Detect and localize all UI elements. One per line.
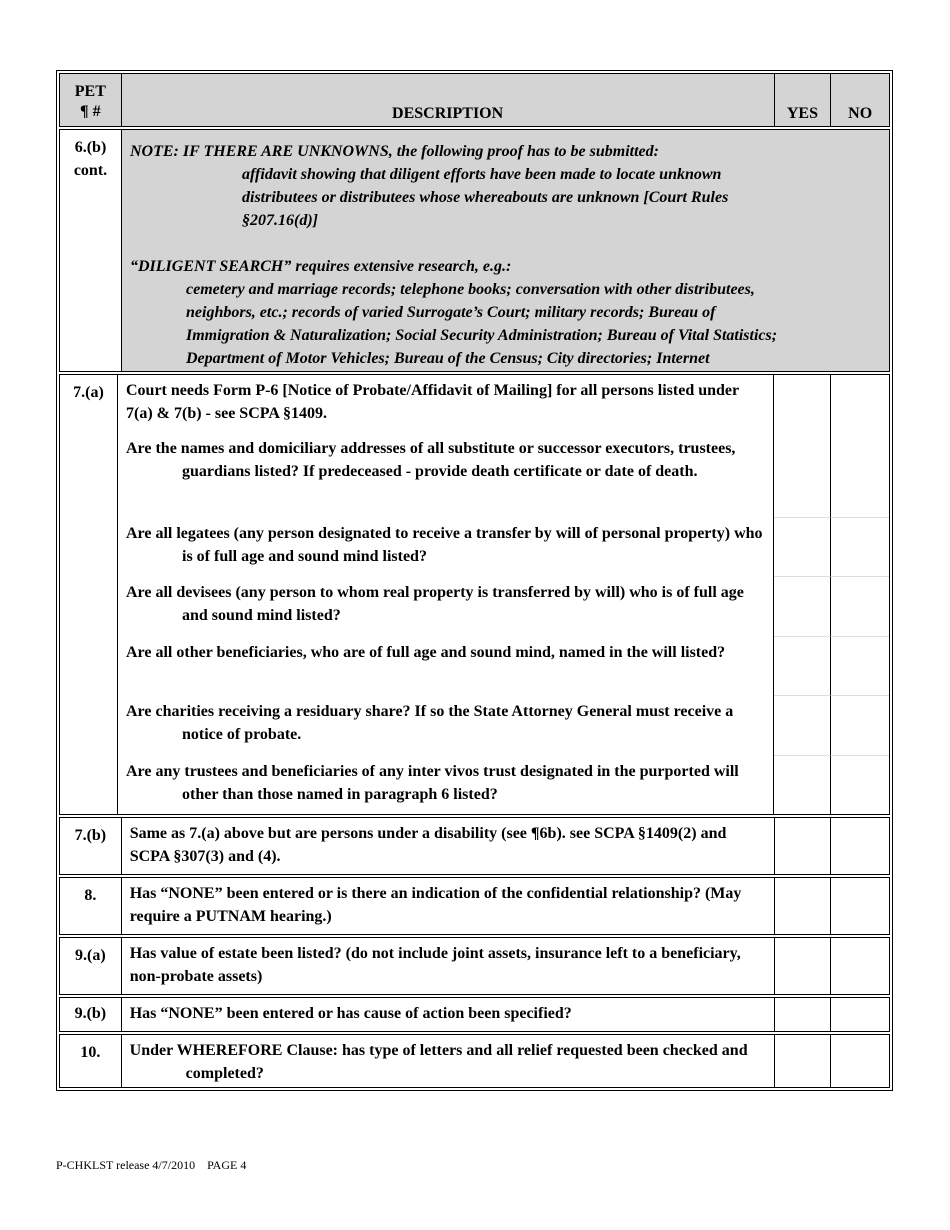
yes-checkbox[interactable]: [775, 998, 832, 1031]
yes-checkbox[interactable]: [774, 375, 831, 518]
question-text: Under WHEREFORE Clause: has type of letters and all relief requested been checked and completed?: [129, 1042, 748, 1082]
question-text: Are charities receiving a residuary share? If so the State Attorney General must receive a notice of probate.: [126, 703, 734, 743]
diligent-line: cemetery and marriage records; telephone books; conversation with other distributees,: [186, 281, 755, 298]
yes-checkbox[interactable]: [774, 518, 831, 577]
question-text: Are the names and domiciliary addresses of all substitute or successor executors, trustees, guardians listed? If predeceased - provide death certificate or date of death.: [126, 440, 736, 480]
question-text: Are any trustees and beneficiaries of any inter vivos trust designated in the purported will other than those named in paragraph 6 listed?: [126, 763, 739, 803]
question-cell: [118, 696, 774, 756]
question-text: Are all other beneficiaries, who are of full age and sound mind, named in the will listed?: [126, 644, 726, 661]
no-checkbox[interactable]: [831, 818, 889, 874]
question-cell: Has value of estate been listed? (do not include joint assets, insurance left to a beneficiary, non-probate assets): [122, 938, 775, 994]
pet-cell: 8.: [60, 878, 122, 934]
diligent-line: Immigration & Naturalization; Social Security Administration; Bureau of Vital Statistics;: [186, 327, 778, 344]
pet-line2: cont.: [73, 162, 108, 179]
yes-checkbox[interactable]: [775, 1035, 832, 1087]
row-8: [59, 877, 890, 935]
diligent-line: neighbors, etc.; records of varied Surrogate’s Court; military records; Bureau of: [186, 304, 716, 321]
no-checkbox[interactable]: [831, 696, 889, 756]
question-cell: Has “NONE” been entered or is there an indication of the confidential relationship? (May require a PUTNAM hearing.): [122, 878, 775, 934]
diligent-line: Department of Motor Vehicles; Bureau of the Census; City directories; Internet: [186, 350, 710, 367]
description-header: DESCRIPTION: [122, 74, 775, 126]
question-cell: [118, 756, 774, 814]
page-footer: P-CHKLST release 4/7/2010 PAGE 4: [56, 1158, 247, 1172]
note-line: affidavit showing that diligent efforts have been made to locate unknown: [242, 166, 722, 183]
diligent-line: “DILIGENT SEARCH” requires extensive research, e.g.:: [130, 258, 512, 275]
no-checkbox[interactable]: [831, 756, 889, 814]
no-checkbox[interactable]: [831, 518, 889, 577]
pet-cell: 7.(b): [60, 818, 122, 874]
no-checkbox[interactable]: [831, 938, 889, 994]
note-line: NOTE: IF THERE ARE UNKNOWNS, the following proof has to be submitted:: [130, 143, 659, 160]
question-cell: [118, 577, 774, 637]
question-text: Are all legatees (any person designated to receive a transfer by will of personal property) who is of full age and sound mind listed?: [126, 525, 763, 565]
row-6b: [59, 129, 890, 372]
pet-cell: [60, 130, 122, 371]
question-cell: [122, 1035, 775, 1087]
checklist-table: [56, 70, 893, 1091]
question-cell: [118, 375, 774, 518]
no-checkbox[interactable]: [831, 998, 889, 1031]
yes-checkbox[interactable]: [774, 577, 831, 637]
no-checkbox[interactable]: [831, 878, 889, 934]
no-checkbox[interactable]: [831, 375, 889, 518]
yes-checkbox[interactable]: [775, 938, 832, 994]
yes-checkbox[interactable]: [774, 637, 831, 696]
description-cell: [122, 130, 889, 371]
no-checkbox[interactable]: [831, 637, 889, 696]
pet-cell: 9.(a): [60, 938, 122, 994]
no-checkbox[interactable]: [831, 1035, 889, 1087]
question-cell: [118, 518, 774, 577]
question-cell: Has “NONE” been entered or has cause of action been specified?: [122, 998, 775, 1031]
question-text: Court needs Form P-6 [Notice of Probate/Affidavit of Mailing] for all persons listed under 7(a) & 7(b) - see SCPA §1409.: [126, 382, 739, 422]
note-line: §207.16(d)]: [242, 212, 318, 229]
row-7b: [59, 817, 890, 875]
yes-checkbox[interactable]: [775, 878, 832, 934]
row-7a: [59, 374, 890, 815]
yes-checkbox[interactable]: [775, 818, 832, 874]
no-header: NO: [848, 105, 873, 122]
note-line: distributees or distributees whose whereabouts are unknown [Court Rules: [242, 189, 729, 206]
no-checkbox[interactable]: [831, 577, 889, 637]
pet-cell: 10.: [60, 1035, 122, 1087]
pet-cell: 9.(b): [60, 998, 122, 1031]
pet-cell: 7.(a): [60, 375, 118, 814]
pet-line1: 6.(b): [74, 139, 107, 156]
yes-header: YES: [775, 74, 832, 126]
pet-header-line2: ¶ #: [80, 103, 101, 120]
question-cell: Same as 7.(a) above but are persons under a disability (see ¶6b). see SCPA §1409(2) and SCPA §307(3) and (4).: [122, 818, 775, 874]
row-9b: [59, 997, 890, 1032]
pet-header: [60, 74, 122, 126]
yes-checkbox[interactable]: [774, 756, 831, 814]
pet-header-line1: PET: [74, 83, 106, 100]
row-9a: [59, 937, 890, 995]
yes-checkbox[interactable]: [774, 696, 831, 756]
question-text: Are all devisees (any person to whom real property is transferred by will) who is of full age and sound mind listed?: [126, 584, 744, 624]
question-cell: [118, 637, 774, 696]
header-row: [59, 73, 890, 127]
row-10: [59, 1034, 890, 1088]
